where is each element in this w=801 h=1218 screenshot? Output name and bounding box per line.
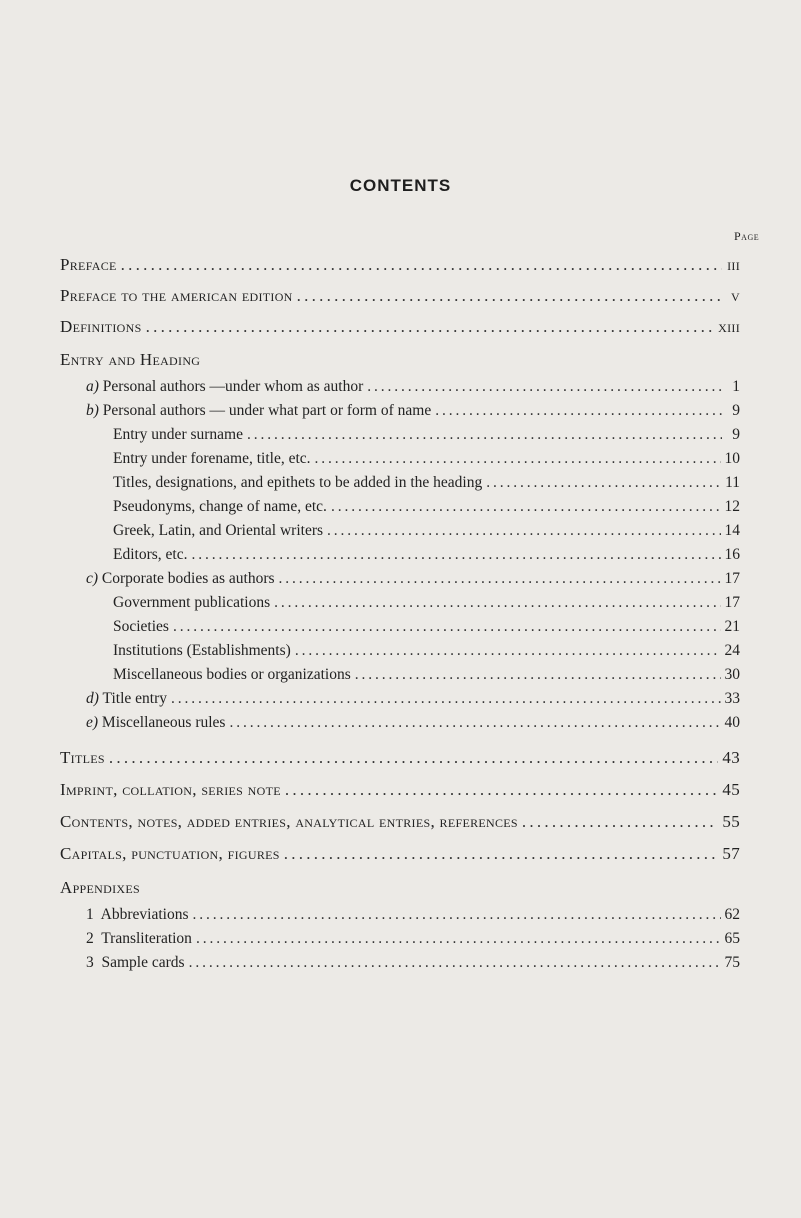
toc-page-number: 45 — [722, 780, 740, 799]
dot-leader — [173, 616, 721, 638]
dot-leader — [435, 400, 722, 422]
toc-label: Entry and Heading — [60, 350, 201, 369]
toc-label: Title entry — [102, 690, 167, 707]
toc-entry-societies — [113, 616, 740, 638]
toc-entry-government — [113, 592, 740, 614]
dot-leader — [279, 568, 721, 590]
toc-entry-miscellaneous-bodies — [113, 664, 740, 686]
dot-leader — [229, 712, 720, 734]
toc-section-entry-heading — [60, 349, 740, 371]
toc-label: Contents, notes, added entries, analytical entries, references — [60, 812, 518, 831]
toc-page-number: 1 — [732, 378, 740, 395]
toc-marker: c) — [86, 570, 99, 587]
dot-leader — [146, 316, 715, 338]
dot-leader — [109, 747, 719, 769]
page-column-heading: Page — [734, 229, 760, 243]
toc-label: Societies — [113, 618, 169, 635]
toc-page-number: 62 — [724, 906, 740, 923]
toc-entry-preface-american — [60, 285, 740, 307]
toc-marker: b) — [86, 402, 99, 419]
dot-leader — [522, 811, 719, 833]
toc-marker: 2 — [86, 930, 94, 947]
toc-label: Miscellaneous bodies or organizations — [113, 666, 351, 683]
dot-leader — [297, 285, 722, 307]
dot-leader — [196, 928, 721, 950]
dot-leader — [121, 254, 722, 276]
toc-page-number: 33 — [724, 690, 740, 707]
toc-label: Capitals, punctuation, figures — [60, 844, 280, 863]
toc-label: Preface — [60, 255, 117, 274]
toc-label: Personal authors — under what part or form of name — [102, 402, 432, 419]
toc-label: Preface to the american edition — [60, 286, 293, 305]
dot-leader — [247, 424, 722, 446]
toc-entry-titles-designations — [113, 472, 740, 494]
toc-entry-greek-latin — [113, 520, 740, 542]
toc-entry-definitions — [60, 316, 740, 338]
toc-page-number: 75 — [724, 954, 740, 971]
toc-page-number: iii — [727, 255, 740, 274]
toc-page-number: 57 — [722, 844, 740, 863]
toc-page-number: 16 — [724, 546, 740, 563]
toc-label: Titles, designations, and epithets to be added in the heading — [113, 474, 483, 491]
toc-page-number: 10 — [724, 450, 740, 467]
toc-marker: d) — [86, 690, 99, 707]
toc-page-number: 17 — [724, 570, 740, 587]
toc-label: Abbreviations — [100, 906, 189, 923]
toc-label: Pseudonyms, change of name, etc. — [113, 498, 327, 515]
dot-leader — [171, 688, 721, 710]
dot-leader — [327, 520, 720, 542]
toc-page-number: 14 — [724, 522, 740, 539]
toc-entry-surname — [113, 424, 740, 446]
toc-entry-pseudonyms — [113, 496, 740, 518]
toc-page-number: 24 — [724, 642, 740, 659]
toc-label: Government publications — [113, 594, 271, 611]
dot-leader — [189, 952, 721, 974]
toc-label: Corporate bodies as authors — [101, 570, 275, 587]
dot-leader — [274, 592, 720, 614]
toc-label: Appendixes — [60, 878, 140, 897]
toc-page-number: 17 — [724, 594, 740, 611]
toc-page-number: 65 — [724, 930, 740, 947]
toc-section-appendixes — [60, 877, 740, 899]
toc-entry-b — [86, 400, 740, 422]
toc-entry-e — [86, 712, 740, 734]
toc-entry-c — [86, 568, 740, 590]
toc-page-number: 43 — [722, 748, 740, 767]
toc-entry-preface — [60, 254, 740, 276]
toc-label: Personal authors —under whom as author — [102, 378, 364, 395]
toc-entry-appendix-1 — [86, 904, 740, 926]
toc-entry-contents-notes — [60, 811, 740, 833]
dot-leader — [331, 496, 721, 518]
toc-page-number: 9 — [732, 402, 740, 419]
toc-label: Greek, Latin, and Oriental writers — [113, 522, 324, 539]
dot-leader — [315, 448, 721, 470]
dot-leader — [486, 472, 721, 494]
toc-label: Titles — [60, 748, 105, 767]
dot-leader — [355, 664, 721, 686]
toc-label: Institutions (Establishments) — [113, 642, 291, 659]
dot-leader — [295, 640, 721, 662]
toc-marker: a) — [86, 378, 99, 395]
toc-page-number: 11 — [725, 474, 740, 491]
toc-entry-appendix-2 — [86, 928, 740, 950]
toc-marker: 3 — [86, 954, 94, 971]
dot-leader — [191, 544, 720, 566]
toc-page-number: v — [731, 286, 740, 305]
toc-label: Transliteration — [101, 930, 192, 947]
toc-page-number: 9 — [732, 426, 740, 443]
toc-label: Definitions — [60, 317, 142, 336]
toc-entry-institutions — [113, 640, 740, 662]
toc-page-number: 21 — [724, 618, 740, 635]
toc-entry-imprint — [60, 779, 740, 801]
dot-leader — [192, 904, 720, 926]
toc-label: Entry under surname — [113, 426, 243, 443]
toc-label: Sample cards — [101, 954, 185, 971]
toc-entry-d — [86, 688, 740, 710]
dot-leader — [284, 843, 719, 865]
toc-entry-appendix-3 — [86, 952, 740, 974]
toc-entry-capitals — [60, 843, 740, 865]
toc-page-number: 55 — [722, 812, 740, 831]
toc-page-number: xiii — [718, 317, 740, 336]
dot-leader — [285, 779, 719, 801]
toc-page-number: 12 — [724, 498, 740, 515]
toc-label: Imprint, collation, series note — [60, 780, 281, 799]
toc-label: Editors, etc. — [113, 546, 188, 563]
toc-entry-titles — [60, 747, 740, 769]
toc-marker: 1 — [86, 906, 94, 923]
toc-page-number: 30 — [724, 666, 740, 683]
toc-marker: e) — [86, 714, 99, 731]
toc-entry-forename — [113, 448, 740, 470]
toc-label: Miscellaneous rules — [101, 714, 226, 731]
toc-entry-editors — [113, 544, 740, 566]
toc-label: Entry under forename, title, etc. — [113, 450, 311, 467]
page-title: CONTENTS — [349, 176, 452, 195]
dot-leader — [367, 376, 722, 398]
toc-entry-a — [86, 376, 740, 398]
toc-page-number: 40 — [724, 714, 740, 731]
